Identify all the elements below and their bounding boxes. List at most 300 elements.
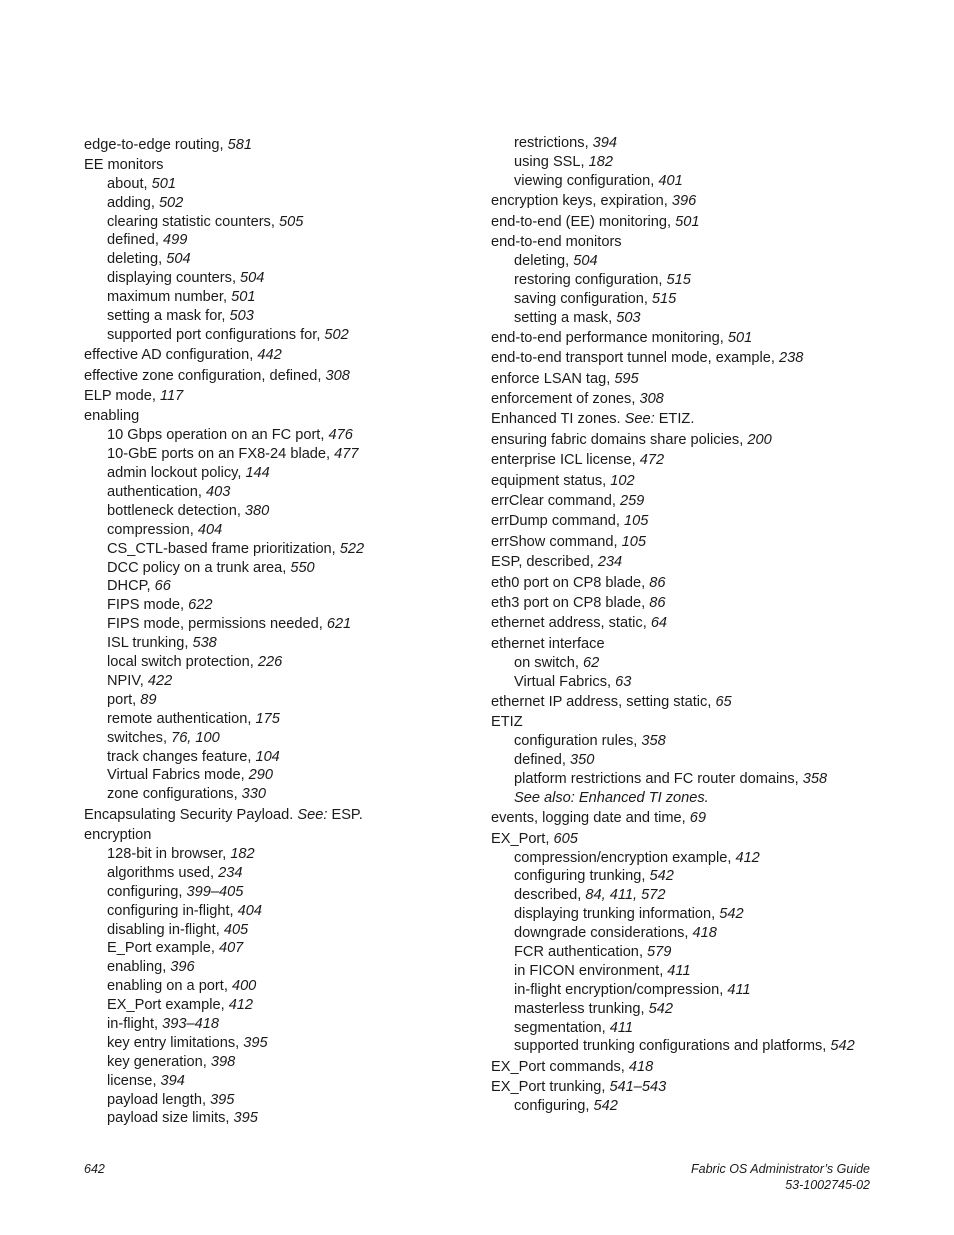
index-subentry: license, 394 — [107, 1072, 185, 1089]
entry-term: maximum number — [107, 289, 223, 306]
page-reference: 501 — [231, 289, 256, 306]
index-entry: effective zone configuration, defined, 308 — [84, 367, 350, 384]
page-reference: 63 — [615, 673, 632, 690]
page-reference: 396 — [170, 959, 195, 976]
page-reference: 472 — [639, 452, 665, 469]
index-subentry: enabling, 396 — [107, 959, 195, 976]
entry-term: port — [107, 691, 133, 708]
page-reference: 76, 100 — [171, 729, 220, 746]
page-reference: 595 — [614, 370, 639, 387]
page-reference: 405 — [223, 921, 249, 938]
entry-term: ESP, described — [491, 554, 590, 571]
index-subentry: displaying trunking information, 542 — [514, 906, 744, 923]
index-entry: edge-to-edge routing, 581 — [84, 136, 252, 153]
page-reference: 542 — [830, 1038, 855, 1055]
index-entry: EX_Port commands, 418 — [491, 1058, 654, 1075]
page-reference: 86 — [649, 574, 666, 591]
index-subentry: compression/encryption example, 412 — [514, 849, 760, 866]
entry-term: E_Port example — [107, 940, 211, 957]
entry-term: errDump command — [491, 513, 616, 530]
entry-term: algorithms used — [107, 864, 211, 881]
index-subentry: admin lockout policy, 144 — [107, 465, 270, 482]
page-reference: 442 — [257, 347, 282, 364]
entry-term: equipment status — [491, 472, 603, 489]
page-reference: 395 — [210, 1091, 235, 1108]
page-reference: 86 — [649, 594, 666, 611]
page-reference: 605 — [553, 830, 578, 847]
page-reference: 503 — [616, 309, 641, 326]
entry-term: zone configurations — [107, 786, 234, 803]
page-reference: 515 — [651, 290, 677, 307]
page-reference: 144 — [245, 465, 270, 482]
page-reference: 477 — [334, 446, 359, 463]
page-reference: 105 — [621, 533, 646, 550]
page-reference: 69 — [689, 810, 707, 827]
entry-term: payload size limits — [107, 1110, 226, 1127]
entry-term: compression/encryption example — [514, 849, 728, 866]
entry-term: adding — [107, 194, 151, 211]
see-reference-target: ESP. — [331, 806, 363, 823]
index-subentry: 10 Gbps operation on an FC port, 476 — [107, 427, 353, 444]
index-subentry: algorithms used, 234 — [107, 864, 243, 881]
page-reference: 394 — [160, 1072, 185, 1089]
entry-term: enabling on a port — [107, 978, 224, 995]
index-subentry: restoring configuration, 515 — [514, 271, 691, 288]
entry-term: segmentation — [514, 1019, 602, 1036]
index-subentry: configuring, 399–405 — [107, 883, 244, 900]
entry-term: Enhanced TI zones. — [491, 411, 621, 428]
index-column-right — [491, 134, 891, 1116]
index-entry: ethernet IP address, setting static, 65 — [491, 693, 732, 710]
entry-term: errShow command — [491, 533, 614, 550]
page-reference: 541–543 — [609, 1079, 667, 1096]
page-reference: 412 — [228, 997, 254, 1014]
index-entry: end-to-end (EE) monitoring, 501 — [491, 213, 700, 230]
page-reference: 501 — [727, 329, 753, 346]
entry-term: supported trunking configurations and platforms — [514, 1038, 823, 1055]
page-reference: 407 — [218, 940, 244, 957]
entry-term: end-to-end monitors — [491, 233, 622, 250]
page-reference: 394 — [592, 135, 618, 151]
entry-term: DHCP — [107, 578, 147, 595]
index-subentry: configuring in-flight, 404 — [107, 902, 262, 919]
entry-term: in-flight — [107, 1015, 155, 1032]
entry-term: ethernet address, static — [491, 615, 643, 632]
see-reference-target: ETIZ. — [658, 411, 695, 428]
index-entry: enforcement of zones, 308 — [491, 391, 664, 408]
entry-term: masterless trunking — [514, 1000, 641, 1017]
page-reference: 411 — [727, 981, 751, 998]
page-reference: 504 — [573, 252, 598, 269]
entry-term: enabling — [107, 959, 163, 976]
index-subentry: displaying counters, 504 — [107, 270, 265, 287]
entry-term: downgrade considerations — [514, 925, 685, 942]
page-reference: 226 — [257, 654, 283, 671]
entry-term: FIPS mode, permissions needed — [107, 616, 319, 633]
index-subentry: payload size limits, 395 — [107, 1110, 258, 1127]
index-entry: EX_Port, 605 — [491, 830, 578, 847]
page-reference: 550 — [290, 559, 315, 576]
page-reference: 505 — [278, 213, 304, 230]
page-reference: 259 — [619, 493, 645, 510]
index-subentry: viewing configuration, 401 — [514, 172, 683, 189]
index-column-left — [84, 134, 474, 1128]
entry-term: EE monitors — [84, 156, 164, 173]
page-reference: 395 — [233, 1110, 258, 1127]
page-reference: 200 — [747, 431, 772, 448]
page-reference: 542 — [648, 1000, 673, 1017]
page-reference: 64 — [650, 615, 668, 632]
index-subentry: key generation, 398 — [107, 1053, 236, 1070]
page-reference: 182 — [588, 153, 613, 170]
page-reference: 502 — [324, 326, 349, 343]
page-reference: 102 — [610, 472, 635, 489]
entry-term: configuring — [514, 1098, 586, 1115]
entry-term: displaying counters — [107, 270, 232, 287]
page-reference: 411 — [667, 962, 691, 979]
entry-term: 128-bit in browser — [107, 845, 223, 862]
book-title: Fabric OS Administrator’s Guide — [691, 1162, 870, 1176]
entry-term: 10-GbE ports on an FX8-24 blade — [107, 446, 327, 463]
page-reference: 175 — [255, 710, 280, 727]
entry-term: configuring trunking — [514, 868, 642, 885]
entry-term: in FICON environment — [514, 962, 660, 979]
entry-term: payload length — [107, 1091, 202, 1108]
page-reference: 380 — [244, 502, 270, 519]
page-reference: 358 — [641, 733, 666, 750]
entry-term: eth3 port on CP8 blade — [491, 594, 642, 611]
page-reference: 399–405 — [186, 883, 244, 900]
see-reference-target: Enhanced TI zones. — [578, 789, 709, 806]
entry-term: clearing statistic counters — [107, 213, 271, 230]
index-entry — [84, 156, 474, 175]
page-reference: 542 — [649, 868, 674, 885]
index-subentry: bottleneck detection, 380 — [107, 502, 270, 519]
index-entry: equipment status, 102 — [491, 472, 635, 489]
index-subentry: Virtual Fabrics mode, 290 — [107, 767, 274, 784]
page-reference: 422 — [147, 672, 173, 689]
index-subentry: CS_CTL-based frame prioritization, 522 — [107, 540, 365, 557]
entry-term: effective AD configuration — [84, 347, 250, 364]
index-subentry: configuration rules, 358 — [514, 733, 666, 750]
page-reference: 105 — [624, 513, 649, 530]
entry-term: events, logging date and time — [491, 810, 682, 827]
page-reference: 622 — [188, 597, 213, 614]
index-subentry: key entry limitations, 395 — [107, 1034, 268, 1051]
index-subentry: defined, 350 — [514, 752, 595, 769]
index-subentry: deleting, 504 — [107, 251, 191, 268]
index-subentry: setting a mask for, 503 — [107, 308, 254, 325]
page-number: 642 — [84, 1162, 105, 1176]
index-subentry: on switch, 62 — [514, 654, 600, 671]
entry-term: EX_Port example — [107, 997, 221, 1014]
index-subentry: Virtual Fabrics, 63 — [514, 673, 632, 690]
index-subentry: 128-bit in browser, 182 — [107, 845, 255, 862]
entry-term: configuring in-flight — [107, 902, 230, 919]
entry-term: end-to-end performance monitoring — [491, 329, 720, 346]
entry-term: configuring — [107, 883, 179, 900]
entry-term: bottleneck detection — [107, 502, 237, 519]
index-subentry: remote authentication, 175 — [107, 710, 280, 727]
index-subentry: platform restrictions and FC router domains, 358 — [514, 771, 828, 787]
entry-term: Virtual Fabrics — [514, 673, 607, 690]
index-entry: ESP, described, 234 — [491, 554, 623, 571]
index-subentry: payload length, 395 — [107, 1091, 235, 1108]
page-reference: 358 — [802, 771, 828, 787]
entry-term: viewing configuration — [514, 172, 651, 189]
entry-term: enforce LSAN tag — [491, 370, 607, 387]
index-subentry: using SSL, 182 — [514, 153, 613, 170]
index-subentry: FCR authentication, 579 — [514, 944, 672, 961]
index-subentry: zone configurations, 330 — [107, 786, 267, 803]
page-reference: 581 — [227, 136, 252, 153]
entry-term: Virtual Fabrics mode — [107, 767, 241, 784]
page-reference: 499 — [163, 232, 188, 249]
page-reference: 403 — [206, 484, 231, 501]
entry-term: switches — [107, 729, 163, 746]
index-subentry: 10-GbE ports on an FX8-24 blade, 477 — [107, 446, 359, 463]
entry-term: using SSL — [514, 153, 581, 170]
entry-term: setting a mask — [514, 309, 609, 326]
index-subentry: E_Port example, 407 — [107, 940, 244, 957]
see-reference-label: See: — [624, 411, 655, 428]
index-subentry: FIPS mode, permissions needed, 621 — [107, 616, 352, 633]
index-subentry: defined, 499 — [107, 232, 188, 249]
index-entry — [491, 233, 891, 252]
index-entry: ELP mode, 117 — [84, 388, 184, 405]
index-subentry: ISL trunking, 538 — [107, 635, 217, 652]
entry-term: platform restrictions and FC router domains — [514, 771, 795, 787]
page-reference: 404 — [237, 902, 262, 919]
entry-term: defined — [107, 232, 155, 249]
entry-term: end-to-end transport tunnel mode, example — [491, 350, 771, 367]
entry-term: EX_Port — [491, 830, 546, 847]
index-subentry: EX_Port example, 412 — [107, 997, 254, 1014]
entry-term: track changes feature — [107, 748, 248, 765]
entry-term: on switch — [514, 654, 575, 671]
entry-term: eth0 port on CP8 blade — [491, 574, 642, 591]
page-reference: 62 — [582, 654, 600, 671]
index-entry: ethernet address, static, 64 — [491, 615, 668, 632]
index-subentry: FIPS mode, 622 — [107, 597, 213, 614]
entry-term: restrictions — [514, 135, 585, 151]
entry-term: about — [107, 175, 144, 192]
index-entry: end-to-end performance monitoring, 501 — [491, 329, 753, 346]
entry-term: CS_CTL-based frame prioritization — [107, 540, 332, 557]
entry-term: encryption keys, expiration — [491, 193, 664, 210]
index-entry: eth3 port on CP8 blade, 86 — [491, 594, 666, 611]
entry-term: license — [107, 1072, 153, 1089]
index-subentry: track changes feature, 104 — [107, 748, 280, 765]
entry-term: enforcement of zones — [491, 391, 632, 408]
page-reference: 395 — [243, 1034, 268, 1051]
index-subentry: adding, 502 — [107, 194, 184, 211]
page-reference: 234 — [218, 864, 243, 881]
page-reference: 400 — [231, 978, 257, 995]
index-entry — [84, 826, 474, 845]
entry-term: saving configuration — [514, 290, 644, 307]
page-reference: 502 — [158, 194, 184, 211]
entry-term: supported port configurations for — [107, 326, 317, 343]
index-entry — [491, 713, 891, 732]
entry-term: enabling — [84, 408, 140, 425]
see-reference-label: See: — [297, 806, 328, 823]
page-reference: 579 — [647, 944, 672, 961]
page-reference: 503 — [229, 308, 254, 325]
index-subentry — [491, 789, 891, 808]
index-subentry: compression, 404 — [107, 521, 223, 538]
entry-term: restoring configuration — [514, 271, 659, 288]
index-entry: eth0 port on CP8 blade, 86 — [491, 574, 666, 591]
index-subentry: configuring, 542 — [514, 1098, 618, 1115]
index-entry: events, logging date and time, 69 — [491, 810, 707, 827]
entry-term: ETIZ — [491, 714, 523, 731]
index-subentry: in-flight, 393–418 — [107, 1015, 219, 1032]
index-subentry: switches, 76, 100 — [107, 729, 220, 746]
index-entry — [84, 407, 474, 426]
page-reference: 411 — [609, 1019, 633, 1036]
index-subentry: deleting, 504 — [514, 252, 598, 269]
page-reference: 66 — [154, 578, 171, 595]
page-reference: 621 — [326, 616, 352, 633]
index-entry: enforce LSAN tag, 595 — [491, 370, 639, 387]
page-reference: 104 — [255, 748, 280, 765]
entry-term: 10 Gbps operation on an FC port — [107, 427, 321, 444]
entry-term: EX_Port trunking — [491, 1079, 602, 1096]
page-reference: 522 — [339, 540, 365, 557]
index-subentry: enabling on a port, 400 — [107, 978, 257, 995]
page-reference: 538 — [192, 635, 217, 652]
index-subentry: supported trunking configurations and platforms, 542 — [514, 1038, 855, 1055]
entry-term: EX_Port commands — [491, 1058, 621, 1075]
index-subentry: disabling in-flight, 405 — [107, 921, 249, 938]
entry-term: admin lockout policy — [107, 465, 238, 482]
entry-term: ethernet IP address, setting static — [491, 693, 708, 710]
footer-doc-info — [691, 1162, 870, 1193]
page-reference: 89 — [140, 691, 157, 708]
page-reference: 396 — [671, 193, 697, 210]
index-entry: errClear command, 259 — [491, 493, 645, 510]
page-reference: 350 — [570, 752, 595, 769]
index-subentry: restrictions, 394 — [514, 135, 618, 151]
entry-term: disabling in-flight — [107, 921, 216, 938]
page-reference: 308 — [325, 367, 350, 384]
index-entry — [491, 410, 891, 429]
page-reference: 401 — [658, 172, 683, 189]
page-reference: 234 — [597, 554, 623, 571]
entry-term: configuration rules — [514, 733, 634, 750]
entry-term: ISL trunking — [107, 635, 185, 652]
index-entry: enterprise ICL license, 472 — [491, 452, 665, 469]
page-reference: 501 — [151, 175, 176, 192]
page-reference: 238 — [779, 350, 804, 367]
index-subentry: DHCP, 66 — [107, 578, 171, 595]
page-reference: 117 — [160, 388, 184, 405]
page-reference: 308 — [639, 391, 664, 408]
entry-term: Encapsulating Security Payload. — [84, 806, 294, 823]
entry-term: deleting — [107, 251, 159, 268]
entry-term: local switch protection — [107, 654, 250, 671]
entry-term: edge-to-edge routing — [84, 136, 220, 153]
entry-term: ensuring fabric domains share policies — [491, 431, 740, 448]
page-reference: 404 — [197, 521, 223, 538]
entry-term: encryption — [84, 827, 152, 844]
index-entry: encryption keys, expiration, 396 — [491, 193, 697, 210]
index-entry: EX_Port trunking, 541–543 — [491, 1079, 667, 1096]
index-subentry: setting a mask, 503 — [514, 309, 641, 326]
index-subentry: configuring trunking, 542 — [514, 868, 674, 885]
entry-term: deleting — [514, 252, 566, 269]
index-entry: errShow command, 105 — [491, 533, 646, 550]
entry-term: FCR authentication — [514, 944, 639, 961]
index-subentry: masterless trunking, 542 — [514, 1000, 673, 1017]
page-reference: 84, 411, 572 — [585, 887, 666, 904]
entry-term: errClear command — [491, 493, 612, 510]
page-reference: 330 — [241, 786, 267, 803]
entry-term: in-flight encryption/compression — [514, 981, 720, 998]
entry-term: ethernet interface — [491, 635, 605, 652]
index-subentry: clearing statistic counters, 505 — [107, 213, 304, 230]
index-entry: end-to-end transport tunnel mode, example, 238 — [491, 350, 804, 367]
page-reference: 504 — [240, 270, 265, 287]
page-reference: 476 — [328, 427, 353, 444]
page-reference: 182 — [230, 845, 255, 862]
page-reference: 515 — [666, 271, 691, 288]
index-entry: ensuring fabric domains share policies, 200 — [491, 431, 772, 448]
index-subentry: port, 89 — [107, 691, 157, 708]
index-subentry: saving configuration, 515 — [514, 290, 677, 307]
index-subentry: in-flight encryption/compression, 411 — [514, 981, 751, 998]
index-entry — [84, 806, 474, 825]
index-subentry: maximum number, 501 — [107, 289, 256, 306]
page-reference: 398 — [210, 1053, 236, 1070]
index-entry: effective AD configuration, 442 — [84, 347, 282, 364]
entry-term: displaying trunking information — [514, 906, 712, 923]
entry-term: DCC policy on a trunk area — [107, 559, 283, 576]
entry-term: remote authentication — [107, 710, 248, 727]
page-reference: 542 — [719, 906, 744, 923]
entry-term: key generation — [107, 1053, 203, 1070]
index-subentry: authentication, 403 — [107, 484, 231, 501]
index-subentry: described, 84, 411, 572 — [514, 887, 666, 904]
page-reference: 393–418 — [162, 1015, 219, 1032]
entry-term: ELP mode — [84, 388, 152, 405]
page-reference: 418 — [692, 925, 717, 942]
entry-term: described — [514, 887, 578, 904]
entry-term: FIPS mode — [107, 597, 180, 614]
doc-number: 53-1002745-02 — [785, 1177, 870, 1192]
page-reference: 504 — [166, 251, 191, 268]
page-reference: 290 — [248, 767, 274, 784]
entry-term: compression — [107, 521, 190, 538]
entry-term: enterprise ICL license — [491, 452, 632, 469]
entry-term: NPIV — [107, 672, 140, 689]
index-entry: errDump command, 105 — [491, 513, 649, 530]
page-reference: 418 — [628, 1058, 654, 1075]
index-subentry: DCC policy on a trunk area, 550 — [107, 559, 315, 576]
index-subentry: segmentation, 411 — [514, 1019, 633, 1036]
page-reference: 501 — [675, 213, 700, 230]
index-subentry: in FICON environment, 411 — [514, 962, 691, 979]
entry-term: key entry limitations — [107, 1034, 236, 1051]
see-reference-label: See also: — [514, 789, 575, 806]
entry-term: end-to-end (EE) monitoring — [491, 213, 668, 230]
page-reference: 65 — [715, 693, 732, 710]
entry-term: defined — [514, 752, 562, 769]
index-subentry: local switch protection, 226 — [107, 654, 283, 671]
entry-term: setting a mask for — [107, 308, 222, 325]
page-reference: 412 — [735, 849, 760, 866]
